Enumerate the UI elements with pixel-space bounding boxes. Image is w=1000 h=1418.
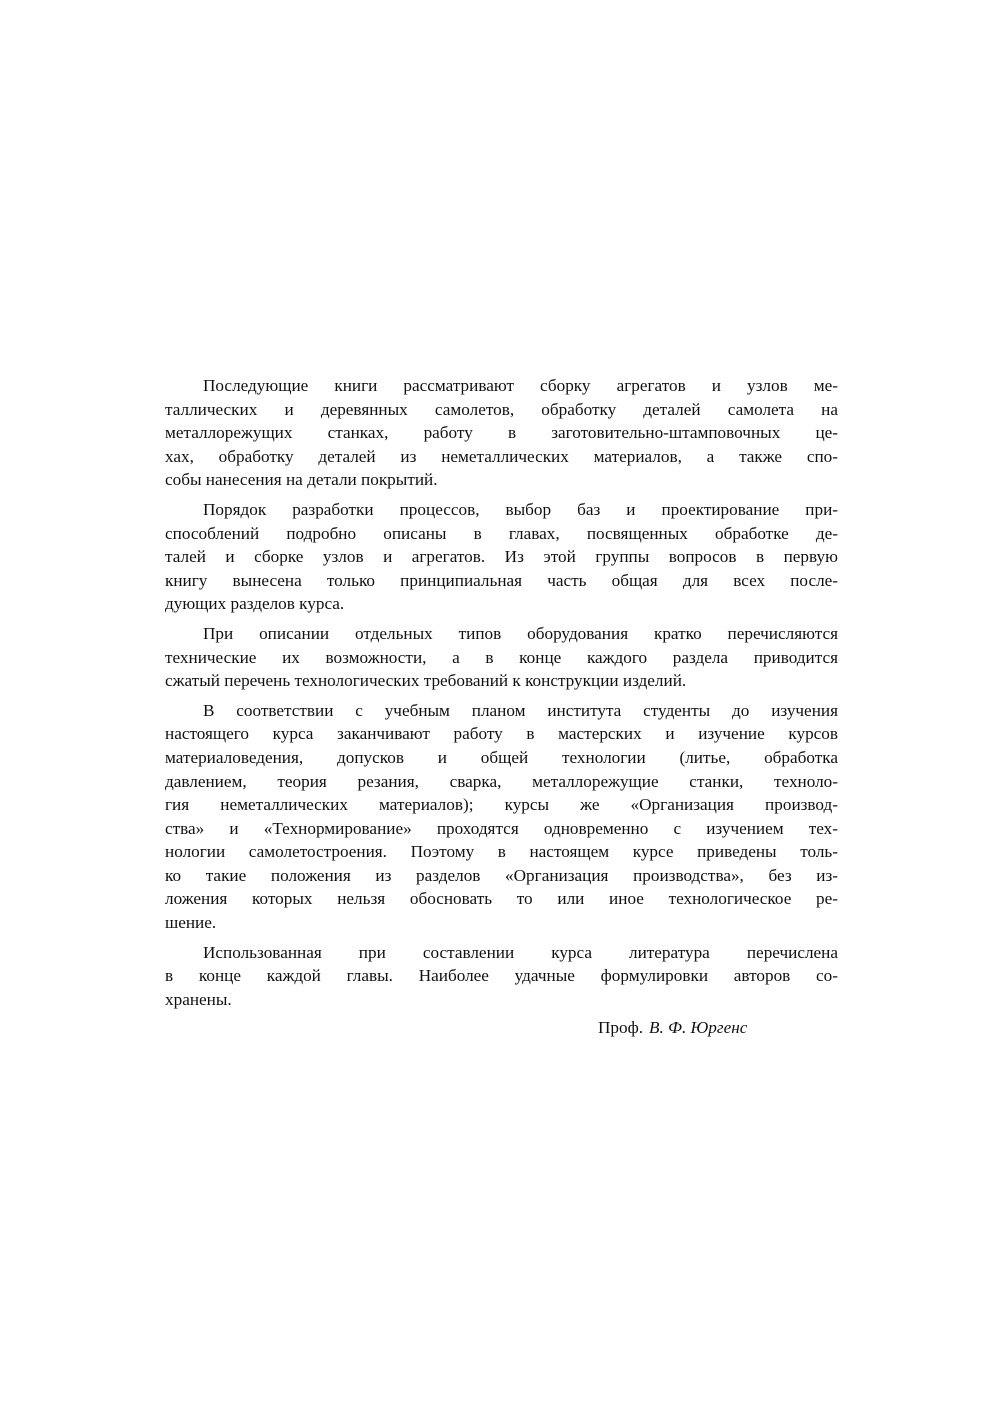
- preface-text-block: [165, 374, 838, 1011]
- paragraph-line: настоящего курса заканчивают работу в мастерских и изучение курсов: [165, 724, 838, 744]
- paragraph-line: В соответствии с учебным планом института студенты до изучения: [203, 700, 838, 720]
- paragraph-line: гия неметаллических материалов); курсы же «Организация производ-: [165, 795, 838, 815]
- paragraph-3: [165, 622, 838, 693]
- paragraph-line: Использованная при составлении курса литература перечислена: [203, 942, 838, 962]
- paragraph-5: [165, 941, 838, 1012]
- paragraph-line: материаловедения, допусков и общей технологии (литье, обработка: [165, 747, 838, 767]
- paragraph-line: металлорежущих станках, работу в заготовительно-штамповочных це-: [165, 423, 838, 443]
- signature-author: В. Ф. Юргенс: [649, 1018, 748, 1037]
- paragraph-line: книгу вынесена только принципиальная часть общая для всех после-: [165, 570, 838, 590]
- paragraph-line: сжатый перечень технологических требований к конструкции изделий.: [165, 671, 687, 691]
- paragraph-line: дующих разделов курса.: [165, 594, 345, 614]
- signature: [598, 1016, 838, 1040]
- paragraph-line: ложения которых нельзя обосновать то или иное технологическое ре-: [165, 889, 838, 909]
- paragraph-line: ко такие положения из разделов «Организация производства», без из-: [165, 865, 838, 885]
- paragraph-line: таллических и деревянных самолетов, обработку деталей самолета на: [165, 399, 838, 419]
- paragraph-4: [165, 699, 838, 935]
- paragraph-line: талей и сборке узлов и агрегатов. Из этой группы вопросов в первую: [165, 547, 838, 567]
- paragraph-line: При описании отдельных типов оборудования кратко перечисляются: [203, 623, 838, 643]
- paragraph-2: [165, 498, 838, 616]
- paragraph-line: хранены.: [165, 989, 232, 1009]
- paragraph-line: технические их возможности, а в конце каждого раздела приводится: [165, 647, 838, 667]
- paragraph-line: ства» и «Технормирование» проходятся одновременно с изучением тех-: [165, 818, 838, 838]
- paragraph-line: Последующие книги рассматривают сборку агрегатов и узлов ме-: [203, 376, 838, 395]
- paragraph-line: в конце каждой главы. Наиболее удачные формулировки авторов со-: [165, 966, 838, 986]
- paragraph-line: давлением, теория резания, сварка, металлорежущие станки, техноло-: [165, 771, 838, 791]
- paragraph-1: [165, 374, 838, 492]
- paragraph-line: нологии самолетостроения. Поэтому в настоящем курсе приведены толь-: [165, 842, 838, 862]
- paragraph-line: шение.: [165, 913, 217, 933]
- paragraph-line: собы нанесения на детали покрытий.: [165, 470, 438, 490]
- signature-title: Проф.: [598, 1018, 644, 1037]
- paragraph-line: способлений подробно описаны в главах, посвященных обработке де-: [165, 523, 838, 543]
- paragraph-line: хах, обработку деталей из неметаллических материалов, а также спо-: [165, 446, 838, 466]
- paragraph-line: Порядок разработки процессов, выбор баз и проектирование при-: [203, 499, 838, 519]
